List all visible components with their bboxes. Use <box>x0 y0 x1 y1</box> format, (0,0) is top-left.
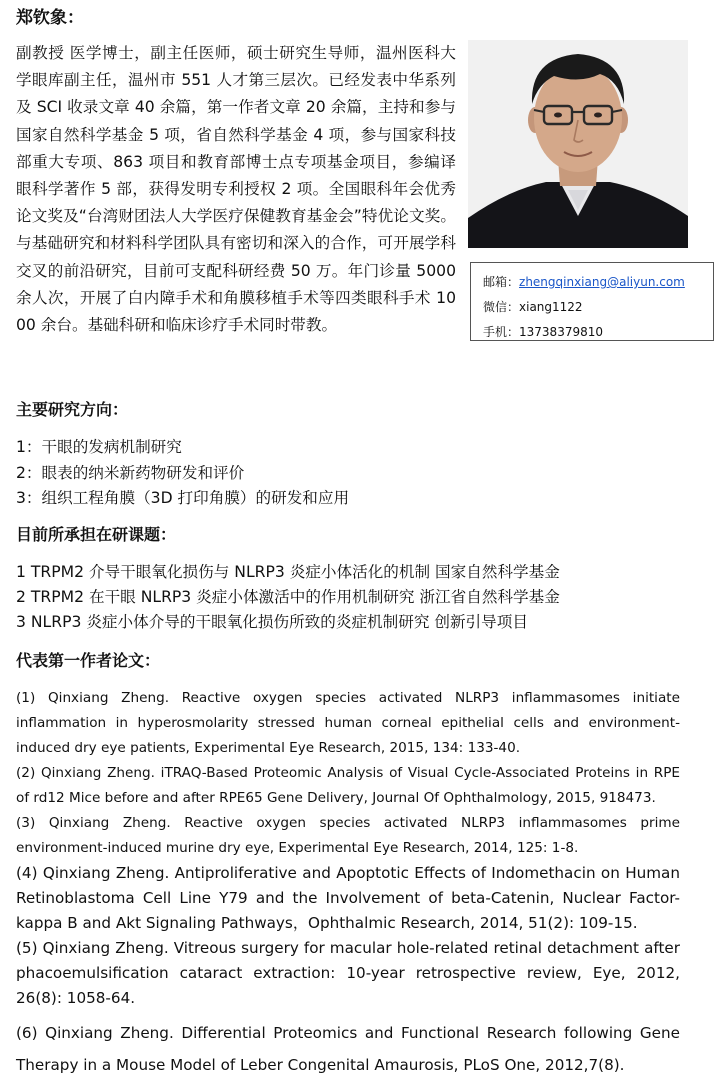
wechat-label: 微信： <box>483 300 520 314</box>
list-item: (6) Qinxiang Zheng. Differential Proteomics and Functional Research following Gene Therapy in a Mouse Model of Leber Congenital Amaurosis, PLoS One, 2012,7(8). <box>16 1024 680 1074</box>
projects-list <box>16 560 706 635</box>
phone-label: 手机： <box>483 325 520 339</box>
list-item: 2 TRPM2 在干眼 NLRP3 炎症小体激活中的作用机制研究 浙江省自然科学基金 <box>16 588 560 606</box>
bio-paragraph: 副教授 医学博士，副主任医师，硕士研究生导师，温州医科大学眼库副主任，温州市 551 人才第三层次。已经发表中华系列及 SCI 收录文章 40 余篇，第一作者文章 20 余篇，主持和参与国家自然科学基金 5 项，省自然科学基金 4 项，参与国家科技部重大专项、863 项目和教育部博士点专项基金项目，参编译眼科学著作 5 部，获得发明专利授权 2 项。全国眼科年会优秀论文奖及“台湾财团法人大学医疗保健教育基金会”特优论文奖。与基础研究和材料科学团队具有密切和深入的合作，可开展学科交叉的前沿研究，目前可支配科研经费 50 万。年门诊量 5000 余人次，开展了白内障手术和角膜移植手术等四类眼科手术 1000 余台。基础科研和临床诊疗手术同时带教。 <box>16 44 456 335</box>
contact-box <box>470 262 714 341</box>
list-item: (2) Qinxiang Zheng. iTRAQ-Based Proteomic Analysis of Visual Cycle-Associated Proteins in RPE of rd12 Mice before and after RPE65 Gene Delivery, Journal Of Ophthalmology, 2015, 918473. <box>16 765 680 806</box>
list-item: 1 TRPM2 介导干眼氧化损伤与 NLRP3 炎症小体活化的机制 国家自然科学基金 <box>16 563 560 581</box>
list-item: (3) Qinxiang Zheng. Reactive oxygen species activated NLRP3 inflammasomes prime environment-induced murine dry eye, Experimental Eye Research, 2014, 125: 1-8. <box>16 815 680 856</box>
projects-section-title: 目前所承担在研课题： <box>16 525 177 544</box>
list-item: 2：眼表的纳米新药物研发和评价 <box>16 463 245 482</box>
email-label: 邮箱： <box>483 275 520 289</box>
phone-row <box>483 320 713 345</box>
email-link[interactable]: zhengqinxiang@aliyun.com <box>519 275 685 289</box>
wechat-row <box>483 295 713 320</box>
phone-value: 13738379810 <box>519 325 603 339</box>
list-item: (5) Qinxiang Zheng. Vitreous surgery for macular hole-related retinal detachment after phacoemulsification cataract extraction: 10-year retrospective review, Eye, 2012, 26(8): 1058-64. <box>16 939 680 1007</box>
research-list <box>16 435 706 512</box>
list-item: (1) Qinxiang Zheng. Reactive oxygen species activated NLRP3 inflammasomes initiate inflammation in hyperosmolarity stressed human corneal epithelial cells and environment-induced dry eye patients, Experimental Eye Research, 2015, 134: 133-40. <box>16 690 680 756</box>
portrait-photo <box>468 40 688 248</box>
research-section-title: 主要研究方向： <box>16 400 129 419</box>
list-item: 1：干眼的发病机制研究 <box>16 438 182 456</box>
list-item: 3 NLRP3 炎症小体介导的干眼氧化损伤所致的炎症机制研究 创新引导项目 <box>16 613 528 631</box>
list-item: 3：组织工程角膜（3D 打印角膜）的研发和应用 <box>16 489 350 507</box>
papers-section-title: 代表第一作者论文： <box>16 651 161 670</box>
papers-list <box>16 686 680 1081</box>
email-row <box>483 270 713 295</box>
wechat-value: xiang1122 <box>519 300 583 314</box>
list-item: (4) Qinxiang Zheng. Antiproliferative and Apoptotic Effects of Indomethacin on Human Retinoblastoma Cell Line Y79 and the Involvement of beta-Catenin, Nuclear Factor-kappa B and Akt Signaling Pathways，Ophthalmic Research, 2014, 51(2): 109-15. <box>16 864 680 932</box>
portrait-illustration <box>468 40 688 248</box>
name-heading: 郑钦象： <box>16 8 84 28</box>
